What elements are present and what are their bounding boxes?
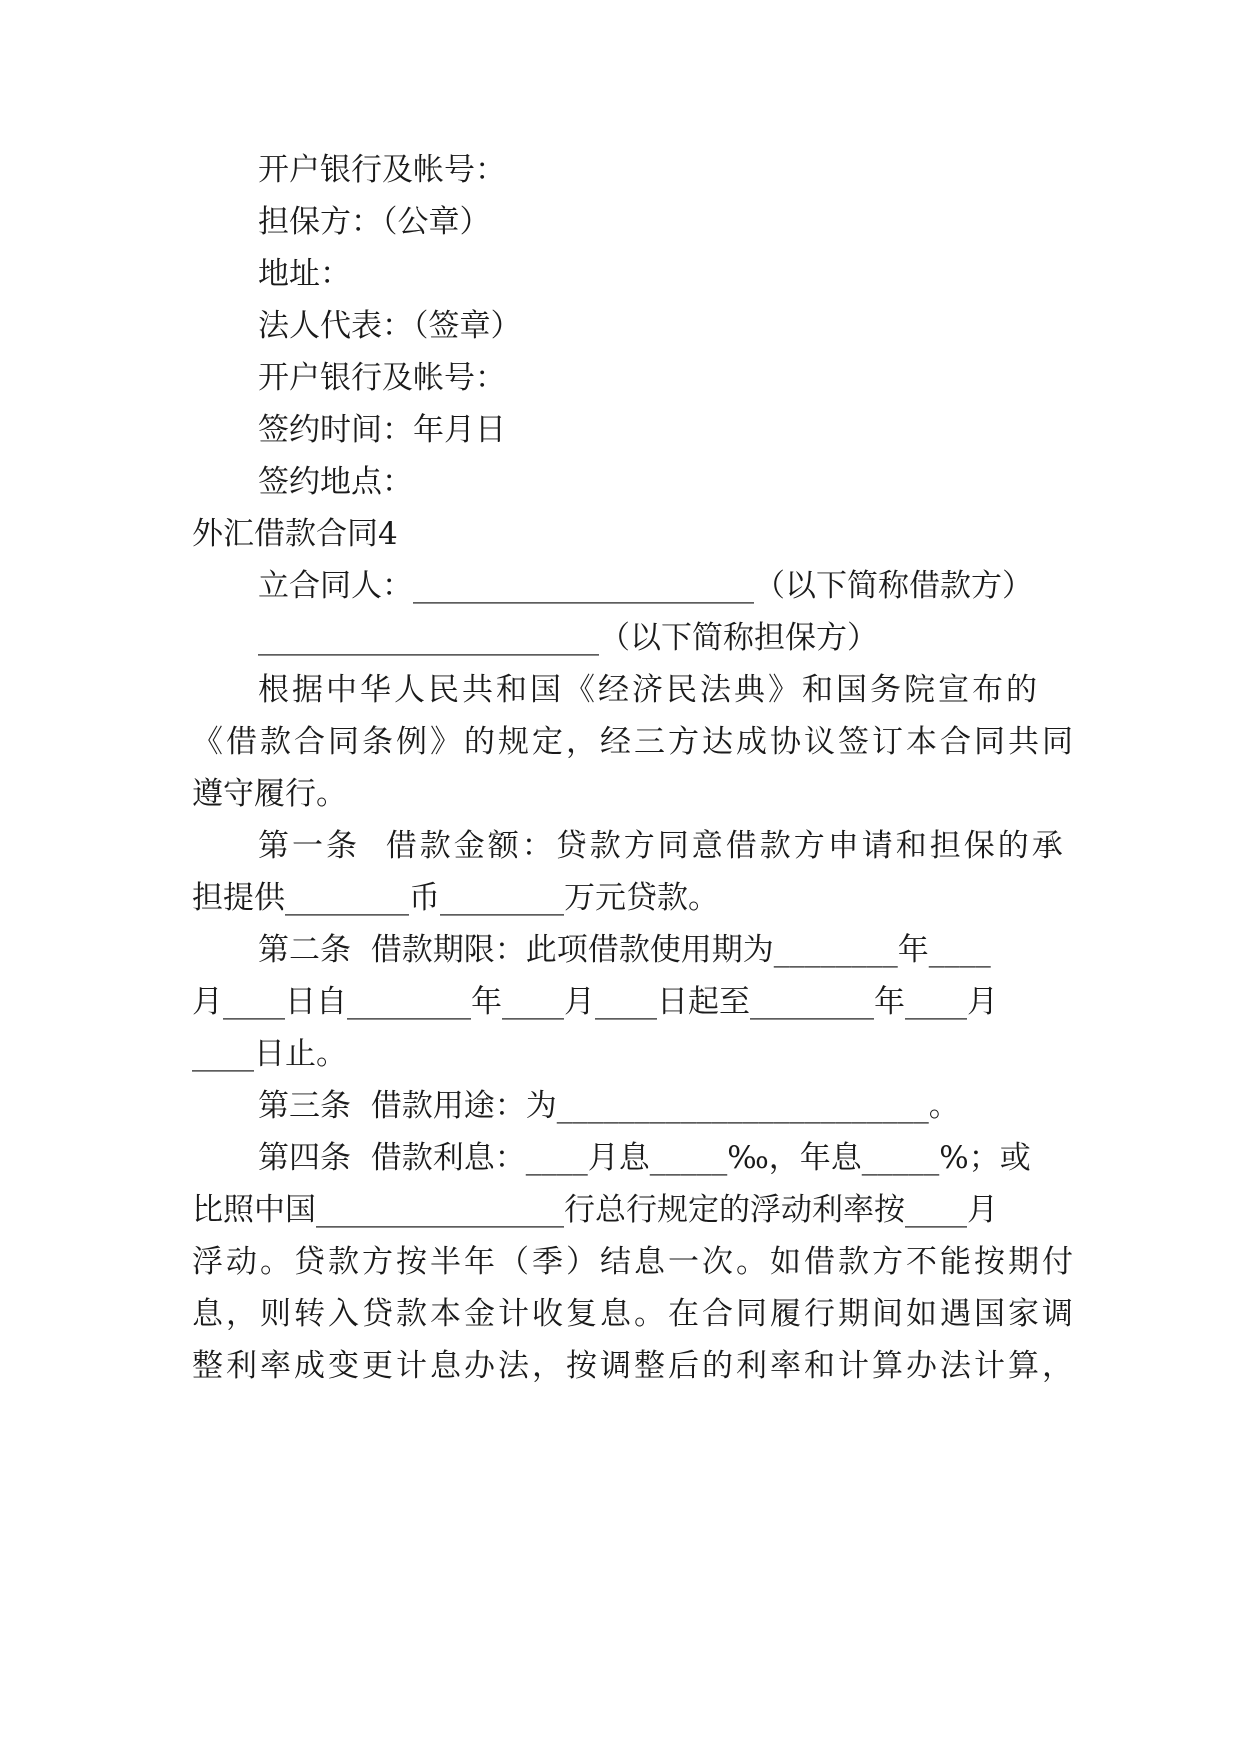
article-1-line: 第一条 借款金额：贷款方同意借款方申请和担保的承 xyxy=(258,828,1066,864)
article-2-line: 第二条 借款期限：此项借款使用期为________年____ xyxy=(258,932,991,968)
article-2-line: 月____日自________年____月____日起至________年____月 xyxy=(192,984,998,1020)
article-4-line: 比照中国________________行总行规定的浮动利率按____月 xyxy=(192,1192,998,1228)
article-4-line: 浮动。贷款方按半年（季）结息一次。如借款方不能按期付 xyxy=(192,1244,1076,1280)
sign-place-line: 签约地点： xyxy=(258,464,413,500)
article-4-line: 整利率成变更计息办法，按调整后的利率和计算办法计算， xyxy=(192,1348,1076,1384)
legal-rep-line: 法人代表：（签章） xyxy=(258,308,522,344)
article-2-line: ____日止。 xyxy=(192,1036,347,1072)
party-guarantor-line: ______________________（以下简称担保方） xyxy=(258,620,878,656)
bank-account-line: 开户银行及帐号： xyxy=(258,152,506,188)
address-line: 地址： xyxy=(258,256,351,292)
guarantor-line: 担保方：（公章） xyxy=(258,204,491,240)
article-4-line: 第四条 借款利息：____月息_____‰，年息_____%；或 xyxy=(258,1140,1031,1176)
preamble-line: 《借款合同条例》的规定，经三方达成协议签订本合同共同 xyxy=(192,724,1076,760)
preamble-line: 遵守履行。 xyxy=(192,776,347,812)
article-3-line: 第三条 借款用途：为________________________。 xyxy=(258,1088,960,1124)
contract-title: 外汇借款合同4 xyxy=(192,516,398,552)
article-1-line: 担提供________币________万元贷款。 xyxy=(192,880,719,916)
party-borrower-line: 立合同人：______________________（以下简称借款方） xyxy=(258,568,1033,604)
preamble-line: 根据中华人民共和国《经济民法典》和国务院宣布的 xyxy=(258,672,1040,708)
article-4-line: 息，则转入贷款本金计收复息。在合同履行期间如遇国家调 xyxy=(192,1296,1076,1332)
bank-account-line-2: 开户银行及帐号： xyxy=(258,360,506,396)
sign-date-line: 签约时间：年月日 xyxy=(258,412,506,448)
